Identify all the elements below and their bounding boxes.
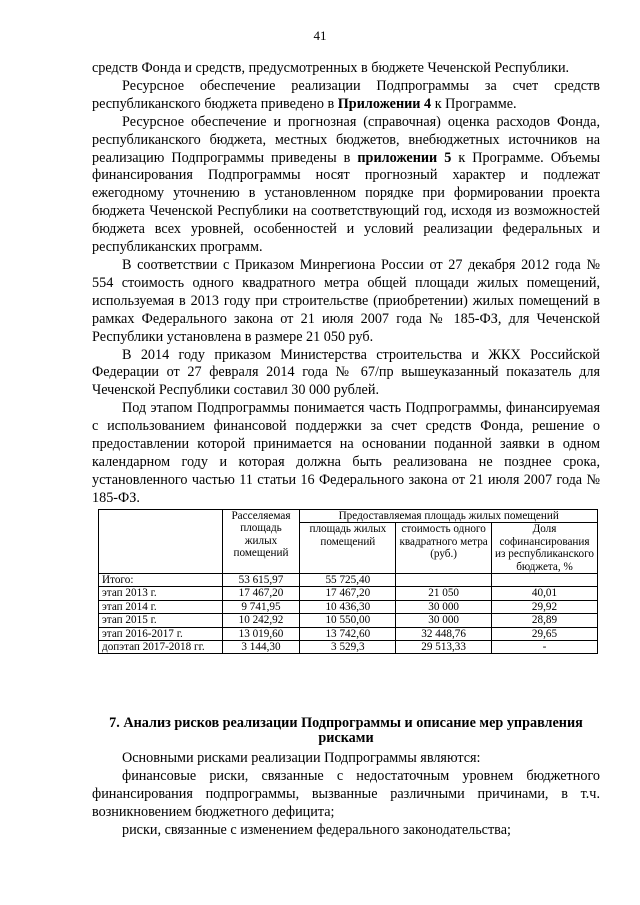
row-share: 40,01 xyxy=(492,587,598,600)
paragraph-1: средств Фонда и средств, предусмотренных в бюджете Чеченской Республики. xyxy=(92,60,570,76)
row-cost: 30 000 xyxy=(396,600,492,613)
table-header-resettled: Расселяемая площадь жилых помещений xyxy=(222,510,300,574)
row-area: 55 725,40 xyxy=(300,574,396,587)
row-share: 29,92 xyxy=(492,600,598,613)
row-cost xyxy=(396,574,492,587)
section-paragraph-1: Основными рисками реализации Подпрограммы являются: xyxy=(122,750,481,766)
row-area: 10 550,00 xyxy=(300,614,396,627)
row-cost: 32 448,76 xyxy=(396,627,492,640)
row-label: допэтап 2017-2018 гг. xyxy=(99,641,223,654)
housing-area-table xyxy=(98,509,598,654)
table-header-provided: Предоставляемая площадь жилых помещений xyxy=(300,510,598,523)
section-heading: 7. Анализ рисков реализации Подпрограммы и описание мер управления рисками xyxy=(109,715,583,746)
table-row xyxy=(99,614,598,627)
table-row xyxy=(99,587,598,600)
section-paragraph-3: риски, связанные с изменением федерального законодательства; xyxy=(122,821,511,838)
row-cost: 21 050 xyxy=(396,587,492,600)
row-share: 28,89 xyxy=(492,614,598,627)
row-resettled: 17 467,20 xyxy=(222,587,300,600)
section-body xyxy=(92,750,600,840)
row-share xyxy=(492,574,598,587)
row-resettled: 3 144,30 xyxy=(222,641,300,654)
table-row xyxy=(99,627,598,640)
row-resettled: 9 741,95 xyxy=(222,600,300,613)
row-label: этап 2014 г. xyxy=(99,600,223,613)
row-area: 13 742,60 xyxy=(300,627,396,640)
row-area: 3 529,3 xyxy=(300,641,396,654)
row-cost: 30 000 xyxy=(396,614,492,627)
row-resettled: 53 615,97 xyxy=(222,574,300,587)
table-header-empty xyxy=(99,510,223,574)
row-share: 29,65 xyxy=(492,627,598,640)
body-text xyxy=(92,60,600,508)
paragraph-3: Ресурсное обеспечение и прогнозная (справочная) оценка расходов Фонда, республиканского бюджета, местных бюджетов, внебюджетных источников на реализацию Подпрограммы приведены в приложении 5 к Программе. Объемы финансирования Подпрограммы носят прогнозный характер и подлежат ежегодному уточнению в установленном порядке при формировании проекта бюджета Чеченской Республики на соответствующий год, исходя из возможностей бюджета всех уровней, особенностей и условий реализации федеральных и республиканских программ. xyxy=(92,113,600,256)
row-resettled: 10 242,92 xyxy=(222,614,300,627)
table-header-cost: стоимость одного квадратного метра (руб.) xyxy=(396,523,492,574)
row-label: этап 2015 г. xyxy=(99,614,223,627)
table-row xyxy=(99,641,598,654)
row-share: - xyxy=(492,641,598,654)
row-label: Итого: xyxy=(99,574,223,587)
paragraph-6: Под этапом Подпрограммы понимается часть Подпрограммы, финансируемая с использованием финансовой поддержки за счет средств Фонда, решение о предоставлении которой принимается на основании поданной заявки в одном календарном году и которая должна быть реализована не позднее срока, установленного частью 11 статьи 16 Федерального закона от 21 июля 2007 года № 185-ФЗ. xyxy=(92,400,600,506)
row-label: этап 2013 г. xyxy=(99,587,223,600)
table-row xyxy=(99,574,598,587)
section-paragraph-2: финансовые риски, связанные с недостаточным уровнем бюджетного финансирования подпрограммы, вызванные различными причинами, в т.ч. возникновением бюджетного дефицита; xyxy=(92,767,600,820)
paragraph-4: В соответствии с Приказом Минрегиона России от 27 декабря 2012 года № 554 стоимость одного квадратного метра общей площади жилых помещений, используемая в 2013 году при строительстве (приобретении) жилых помещений в рамках Федерального закона от 21 июля 2007 года № 185-ФЗ, для Чеченской Республики установлена в размере 21 050 руб. xyxy=(92,256,600,345)
table-header-share: Доля софинансирования из республиканского бюджета, % xyxy=(492,523,598,574)
table-header-row xyxy=(99,510,598,523)
paragraph-5: В 2014 году приказом Министерства строительства и ЖКХ Российской Федерации от 27 февраля 2014 года № 67/пр вышеуказанный показатель для Чеченской Республики составил 30 000 рублей. xyxy=(92,346,600,399)
row-area: 10 436,30 xyxy=(300,600,396,613)
row-area: 17 467,20 xyxy=(300,587,396,600)
paragraph-2: Ресурсное обеспечение реализации Подпрограммы за счет средств республиканского бюджета приведено в Приложении 4 к Программе. xyxy=(92,77,600,112)
table-row xyxy=(99,600,598,613)
table-header-area: площадь жилых помещений xyxy=(300,523,396,574)
row-cost: 29 513,33 xyxy=(396,641,492,654)
row-resettled: 13 019,60 xyxy=(222,627,300,640)
row-label: этап 2016-2017 г. xyxy=(99,627,223,640)
page-number: 41 xyxy=(313,28,327,43)
